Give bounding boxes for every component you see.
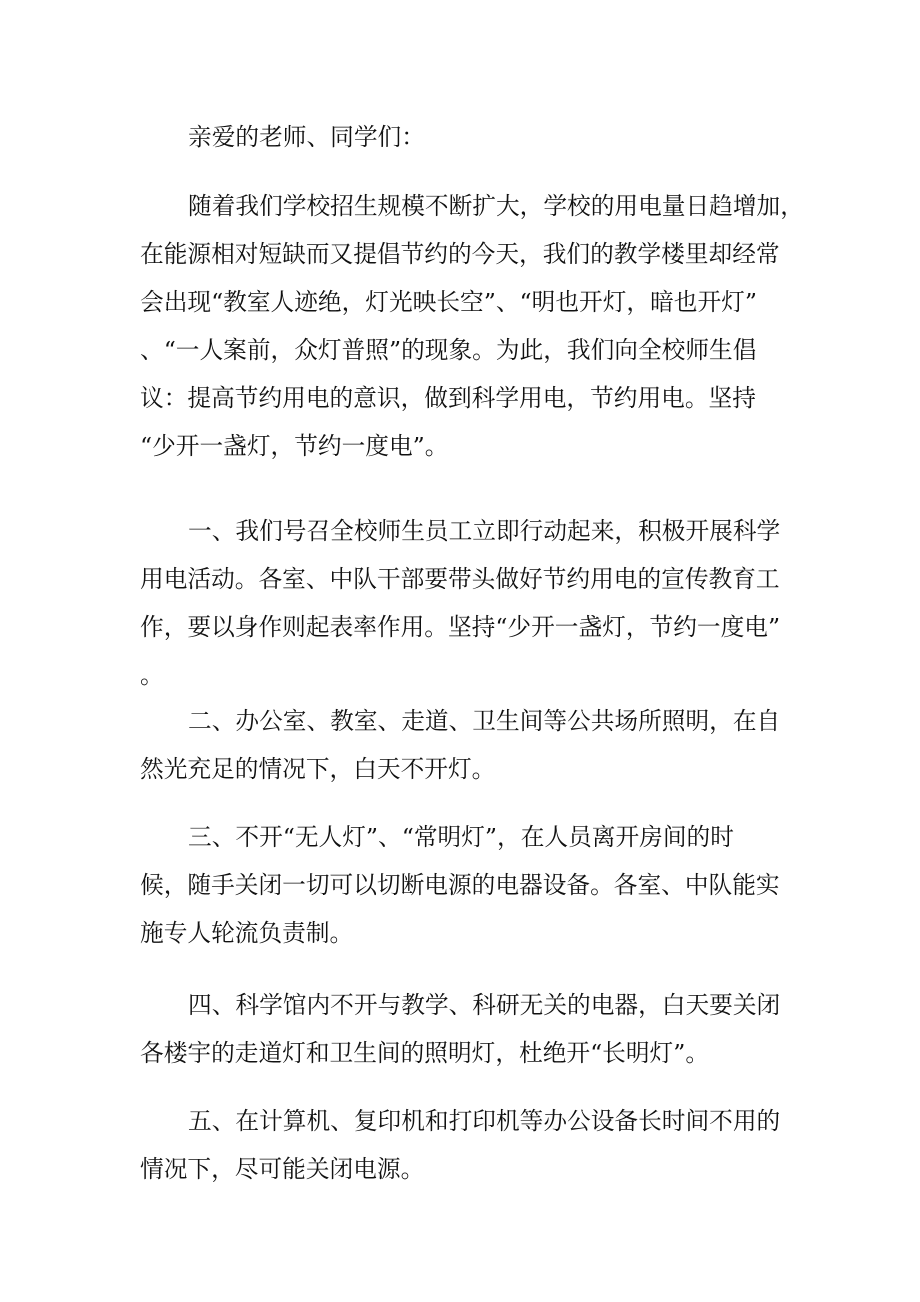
paragraph-1 [140, 182, 804, 470]
paragraph-6 [140, 1097, 790, 1193]
text-line: 、“一人案前，众灯普照”的现象。为此，我们向全校师生倡 [140, 336, 757, 364]
text-line: 在能源相对短缺而又提倡节约的今天，我们的教学楼里却经常 [140, 240, 780, 268]
text-line: 候，随手关闭一切可以切断电源的电器设备。各室、中队能实 [140, 871, 780, 899]
text-line: “少开一盏灯，节约一度电”。 [140, 432, 449, 460]
text-line: 一、我们号召全校师生员工立即行动起来，积极开展科学 [188, 517, 781, 545]
text-line: 随着我们学校招生规模不断扩大，学校的用电量日趋增加， [188, 192, 804, 220]
text-line: 二、办公室、教室、走道、卫生间等公共场所照明，在自 [188, 707, 781, 735]
text-line: 作，要以身作则起表率作用。坚持“少开一盏灯，节约一度电” [140, 613, 781, 641]
text-line: 五、在计算机、复印机和打印机等办公设备长时间不用的 [188, 1107, 781, 1135]
greeting-paragraph [140, 113, 790, 161]
text-line: 各楼宇的走道灯和卫生间的照明灯，杜绝开“长明灯”。 [140, 1039, 710, 1067]
text-line: 三、不开“无人灯”、“常明灯”，在人员离开房间的时 [188, 823, 734, 851]
text-line: 情况下，尽可能关闭电源。 [140, 1155, 425, 1183]
greeting: 亲爱的老师、同学们： [188, 123, 425, 151]
text-line: 施专人轮流负责制。 [140, 919, 354, 947]
text-line: 用电活动。各室、中队干部要带头做好节约用电的宣传教育工 [140, 565, 780, 593]
text-line: 。 [140, 661, 164, 689]
paragraph-2 [140, 507, 790, 699]
text-line: 然光充足的情况下，白天不开灯。 [140, 755, 496, 783]
paragraph-3 [140, 697, 790, 793]
text-line: 会出现“教室人迹绝，灯光映长空”、“明也开灯，暗也开灯” [140, 288, 757, 316]
paragraph-4 [140, 813, 790, 957]
text-line: 四、科学馆内不开与教学、科研无关的电器，白天要关闭 [188, 991, 781, 1019]
paragraph-5 [140, 981, 790, 1077]
text-line: 议：提高节约用电的意识，做到科学用电，节约用电。坚持 [140, 384, 756, 412]
